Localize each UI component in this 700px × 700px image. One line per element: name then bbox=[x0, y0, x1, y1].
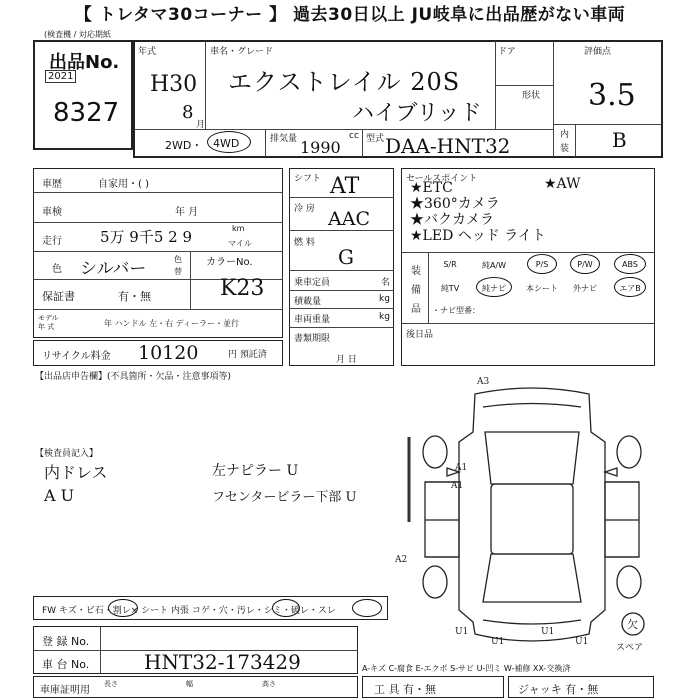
shift-label: シフト bbox=[294, 174, 322, 184]
equip-label-3: 品 bbox=[411, 304, 421, 315]
tools-label: 工 具 有・無 bbox=[374, 683, 436, 696]
door-label: ドア bbox=[498, 47, 516, 57]
navi-label: ・ナビ型番： bbox=[432, 306, 480, 315]
note-a1-b: A1 bbox=[451, 481, 464, 491]
history-label: 車歴 bbox=[42, 179, 62, 190]
remark-line1-right: 左ナピラー U bbox=[212, 463, 299, 479]
lot-box bbox=[33, 40, 133, 150]
year-tag: 2021 bbox=[45, 70, 76, 83]
sales-line-2: ★360°カメラ bbox=[410, 196, 500, 212]
inspection-label: 車検 bbox=[42, 207, 62, 218]
sales-line-3: ★バクカメラ bbox=[410, 212, 494, 228]
equip-label-1: 装 bbox=[411, 266, 421, 277]
checks-text: FW キズ・ビ石・割レ× シート 内張 コゲ・穴・汚レ・シミ・破レ・スレ bbox=[42, 606, 336, 616]
equip-ext-navi: 外ナビ bbox=[573, 284, 597, 293]
equip-aw: 純A/W bbox=[481, 261, 507, 270]
weight-label: 車両重量 bbox=[294, 315, 331, 325]
ac-label: 冷 房 bbox=[294, 204, 315, 214]
note-u1-d: U1 bbox=[575, 637, 589, 647]
lot-label: 出品No. bbox=[49, 52, 120, 73]
drive-4wd: 4WD bbox=[213, 137, 240, 150]
note-u1-b: U1 bbox=[491, 637, 505, 647]
spare-label: スペア bbox=[616, 643, 644, 653]
model-value: エクストレイル 20S bbox=[228, 68, 461, 96]
car-damage-diagram bbox=[395, 372, 670, 662]
cert-length: 長さ bbox=[104, 680, 118, 688]
score-value: 3.5 bbox=[588, 78, 636, 113]
post-label: 後日品 bbox=[406, 330, 434, 340]
repaint-label-2: 替 bbox=[174, 267, 182, 276]
mileage-label: 走行 bbox=[42, 236, 62, 247]
month-value: 8 bbox=[182, 102, 194, 123]
equip-label-2: 備 bbox=[411, 285, 421, 296]
equip-abs: ABS bbox=[622, 260, 638, 269]
note-a3: A3 bbox=[477, 377, 490, 387]
remark-line1-left: 内ドレス bbox=[44, 463, 108, 482]
chassis-label: 車 台 No. bbox=[42, 658, 90, 671]
drive-2wd: 2WD・ bbox=[165, 139, 203, 152]
aw-value: ★AW bbox=[544, 176, 581, 192]
equip-pw: P/W bbox=[577, 260, 593, 269]
warranty-label: 保証書 bbox=[42, 290, 75, 303]
inspection-units: 年 月 bbox=[175, 207, 199, 218]
type-label: 型式 bbox=[366, 134, 385, 144]
load-label: 積載量 bbox=[294, 297, 322, 307]
type-value: DAA-HNT32 bbox=[385, 134, 511, 158]
repaint-label-1: 色 bbox=[174, 255, 182, 264]
equip-airbag: エアB bbox=[619, 284, 641, 293]
ac-value: AAC bbox=[328, 208, 370, 230]
check-wear-circle bbox=[352, 599, 382, 617]
cert-height: 高さ bbox=[262, 680, 276, 688]
grade-value: ハイブリッド bbox=[352, 101, 482, 126]
history-options: 自家用・( ) bbox=[98, 179, 149, 190]
cert-width: 幅 bbox=[186, 680, 193, 688]
weight-unit: kg bbox=[379, 312, 390, 322]
fuel-value: G bbox=[338, 245, 354, 269]
sales-line-1: ★ETC bbox=[410, 180, 453, 196]
note-a2: A2 bbox=[395, 555, 408, 565]
model-year-label: モデル bbox=[38, 314, 59, 322]
equip-seat: 本シート bbox=[526, 284, 558, 293]
remark-line2-left: A U bbox=[44, 486, 75, 505]
remarks-title: 【出品店申告欄】(不具箇所・欠品・注意事項等) bbox=[35, 372, 232, 382]
fuel-label: 燃 料 bbox=[294, 238, 315, 248]
color-label: 色 bbox=[52, 264, 62, 275]
note-u1-a: U1 bbox=[455, 627, 469, 637]
load-unit: kg bbox=[379, 294, 390, 304]
note-u1-c: U1 bbox=[541, 627, 555, 637]
capacity-unit: 名 bbox=[381, 278, 391, 288]
recycle-label: リサイクル料金 bbox=[42, 351, 111, 362]
score-label: 評価点 bbox=[584, 47, 612, 57]
recycle-value: 10120 bbox=[138, 342, 199, 364]
equip-tv: 純TV bbox=[440, 284, 460, 293]
warranty-options: 有・無 bbox=[118, 290, 151, 303]
doc-unit: 月 日 bbox=[336, 355, 357, 365]
recycle-unit: 円 預託済 bbox=[228, 350, 267, 360]
shift-value: AT bbox=[330, 174, 360, 199]
jack-label: ジャッキ 有・無 bbox=[518, 683, 599, 696]
model-year-label-2: 年 式 bbox=[38, 323, 55, 331]
year-value: H30 bbox=[150, 72, 198, 97]
remark-line2-right: フセンタービラー下部 U bbox=[212, 490, 357, 505]
sales-label: セールスポイント bbox=[406, 174, 478, 184]
page-banner: 【 トレタマ30コーナー 】 過去30日以上 JU岐阜に出品歴がない車両 bbox=[0, 0, 700, 30]
color-no-value: K23 bbox=[220, 276, 265, 301]
interior-value: B bbox=[612, 128, 627, 152]
note-a1-left: A1 bbox=[455, 463, 468, 473]
shape-label: 形状 bbox=[522, 91, 541, 101]
displacement-label: 排気量 bbox=[270, 134, 298, 144]
month-unit: 月 bbox=[196, 120, 206, 130]
svg-text:欠: 欠 bbox=[627, 618, 638, 631]
equip-navi: 純ナビ bbox=[482, 284, 506, 293]
reg-label: 登 録 No. bbox=[42, 635, 90, 648]
cc-unit: cc bbox=[349, 131, 359, 141]
check-dirt-circle bbox=[272, 599, 300, 617]
sub-note: (検査機 / 対応期紙 bbox=[44, 30, 111, 39]
check-stone-circle bbox=[108, 599, 138, 617]
cert-label: 車庫証明用 bbox=[40, 685, 90, 696]
model-label: 車名・グレード bbox=[210, 47, 274, 57]
lot-number: 8327 bbox=[53, 98, 120, 128]
inspector-title: 【検査員記入】 bbox=[35, 449, 99, 459]
interior-label-2: 装 bbox=[560, 144, 570, 154]
chassis-value: HNT32-173429 bbox=[144, 650, 301, 674]
capacity-label: 乗車定員 bbox=[294, 278, 331, 288]
mileage-value: 5万 9千5 2 9 bbox=[100, 228, 193, 246]
equip-sr: S/R bbox=[443, 260, 457, 269]
sales-line-4: ★LED ヘッド ライト bbox=[410, 228, 546, 244]
mile-unit: マイル bbox=[228, 239, 252, 248]
color-value: シルバー bbox=[80, 259, 147, 279]
damage-legend: A-キズ C-腐食 E-エクボ S-サビ U-凹ミ W-補修 XX-交換済 bbox=[362, 664, 571, 673]
doc-label: 書類期限 bbox=[294, 334, 331, 344]
interior-label: 内 bbox=[560, 130, 570, 140]
color-no-label: カラーNo. bbox=[206, 257, 253, 268]
year-label: 年式 bbox=[138, 47, 157, 57]
displacement-value: 1990 bbox=[300, 138, 341, 157]
km-unit: km bbox=[232, 224, 245, 233]
equip-ps: P/S bbox=[535, 260, 549, 269]
model-year-row: 年 ハンドル 左・右 ディーラー・並行 bbox=[104, 319, 239, 328]
